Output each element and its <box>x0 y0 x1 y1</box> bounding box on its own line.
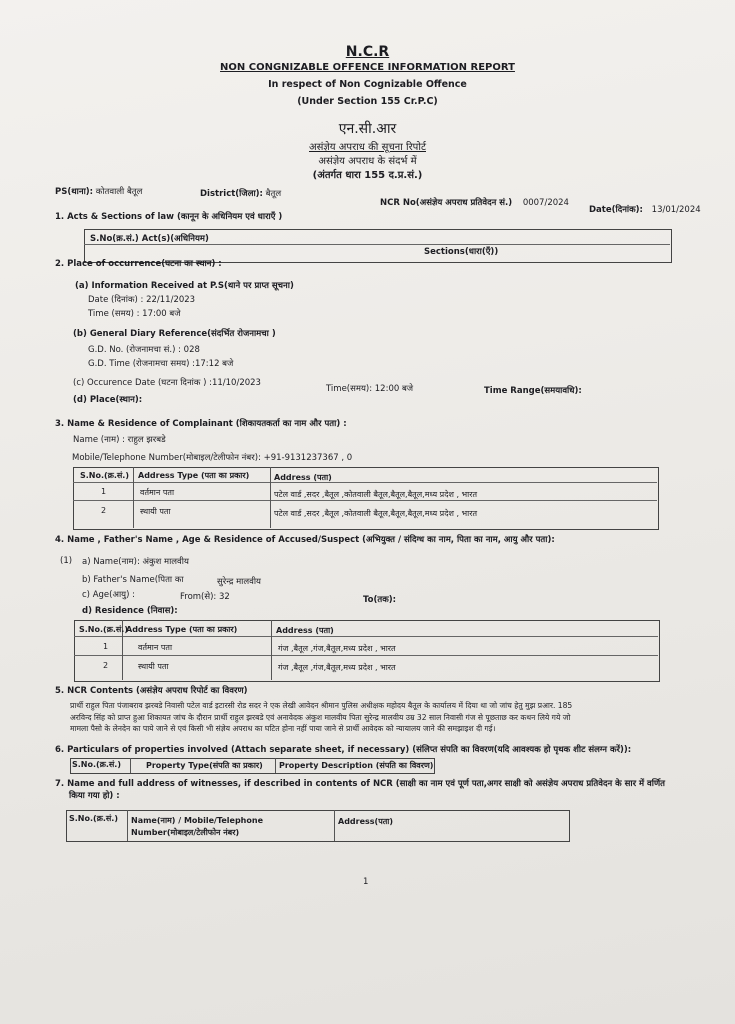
table-cell: पटेल वार्ड ,सदर ,बैतूल ,कोतवाली बैतूल,बैतूल,बैतूल,मध्य प्रदेश , भारत <box>274 509 478 518</box>
accused-father-value: सुरेन्द्र मालवीय <box>217 577 261 587</box>
occurrence-date: (c) Occurence Date (घटना दिनांक ) :11/10/2023 <box>73 378 261 388</box>
doc-subtitle-hindi: असंज्ञेय अपराध की सूचना रिपोर्ट <box>309 142 426 153</box>
date-value: 13/01/2024 <box>651 205 701 215</box>
complainant-mobile: Mobile/Telephone Number(मोबाइल/टेलीफोन नंबर): +91-9131237367 , 0 <box>72 453 353 463</box>
ncr-field <box>380 197 569 208</box>
doc-title: N.C.R <box>345 44 390 60</box>
district-value: बैतूल <box>265 189 282 199</box>
table-cell: पटेल वार्ड ,सदर ,बैतूल ,कोतवाली बैतूल,बैतूल,बैतूल,मध्य प्रदेश , भारत <box>274 490 478 499</box>
accused-age-to: To(तक): <box>363 595 397 605</box>
section-7-heading: 7. Name and full address of witnesses, if described in contents of NCR (साक्षी का नाम एवं पूर्ण पता,अगर साक्षी को असंज्ञेय अपराध प्रतिवेदन के सार में वर्णित <box>55 779 665 789</box>
doc-title-hindi: एन.सी.आर <box>338 121 397 137</box>
table-header: S.No.(क्र.सं.) <box>69 814 118 823</box>
section-6-heading: 6. Particulars of properties involved (Attach separate sheet, if necessary) (संलिप्त संपति का विवरण(यदि आवश्यक हो पृथक शीट संलग्न करें)): <box>55 745 632 755</box>
acts-table-divider <box>84 244 670 245</box>
table-cell: 2 <box>101 506 107 515</box>
table-header: Address (पता) <box>276 626 334 635</box>
doc-section: (Under Section 155 Cr.P.C) <box>297 96 438 107</box>
accused-age-from: From(से): 32 <box>180 592 230 602</box>
accused-father-label: b) Father's Name(पिता का <box>82 575 184 585</box>
table-cell: वर्तमान पता <box>140 488 175 497</box>
info-time: Time (समय) : 17:00 बजे <box>88 309 181 319</box>
section-2-heading: 2. Place of occurrence(घटना का स्थान) : <box>55 259 222 269</box>
table-header: Property Description (संपति का विवरण) <box>279 761 434 770</box>
date-field <box>589 204 701 215</box>
gd-time: G.D. Time (रोजनामचा समय) :17:12 बजे <box>88 359 234 369</box>
accused-number: (1) <box>60 556 73 566</box>
accused-age: c) Age(आयु) : <box>82 590 135 600</box>
district-field <box>200 188 281 199</box>
table-cell: 1 <box>101 487 107 496</box>
table-header: S.No.(क्र.सं.) <box>80 471 129 480</box>
table-cell: 1 <box>103 642 109 651</box>
table-header: S.No.(क्र.सं.) <box>79 625 128 634</box>
table-row-divider <box>73 500 657 501</box>
ps-field <box>55 186 142 197</box>
table-col-divider <box>275 758 276 773</box>
table-cell: गंज ,बैतूल ,गंज,बैतूल,मध्य प्रदेश , भारत <box>278 644 396 653</box>
place-label: (d) Place(स्थान): <box>73 395 143 405</box>
info-received-label: (a) Information Received at P.S(थाने पर प्राप्त सूचना) <box>75 281 294 291</box>
acts-col-act: S.No(क्र.सं.) Act(s)(अधिनियम) <box>90 234 209 244</box>
table-col-divider <box>133 467 134 528</box>
section-1-heading: 1. Acts & Sections of law (कानून के अधिनियम एवं धाराएँ ) <box>55 212 283 222</box>
accused-name: a) Name(नाम): अंकुश मालवीय <box>82 557 189 567</box>
table-col-divider <box>270 467 271 528</box>
gd-reference-label: (b) General Diary Reference(संदर्भित रोजनामचा ) <box>73 329 276 339</box>
section-7-heading-cont: किया गया हो) : <box>69 791 120 801</box>
district-label: District(जिला): <box>200 189 263 199</box>
ps-value: कोतवाली बैतूल <box>95 187 143 197</box>
table-cell: स्थायी पता <box>138 662 169 671</box>
table-header: Number(मोबाइल/टेलीफोन नंबर) <box>131 828 240 837</box>
acts-col-sections: Sections(धारा(एँ)) <box>424 247 499 257</box>
table-header: Address(पता) <box>338 817 394 826</box>
table-row-divider <box>74 636 658 637</box>
complainant-name: Name (नाम) : राहुल झरबडे <box>73 435 166 445</box>
ncr-contents-line: प्रार्थी राहुल पिता पंजाबराव झरबडे निवासी पटेल वार्ड इटारसी रोड सदर ने एक लेखी आवेदन श्रीमान पुलिस अधीक्षक महोदय बैतूल के कार्यालय में दिया था जो जांच हेतु मुझ प्रआर. 185 <box>70 701 573 710</box>
gd-number: G.D. No. (रोजनामचा सं.) : 028 <box>88 345 200 355</box>
doc-section-hindi: (अंतर्गत धारा 155 द.प्र.सं.) <box>312 170 423 181</box>
table-col-divider <box>127 810 128 841</box>
table-header: S.No.(क्र.सं.) <box>72 760 121 769</box>
info-date: Date (दिनांक) : 22/11/2023 <box>88 295 196 305</box>
ncr-contents-line: मामला पैसो के लेनदेन का पाये जाने से एवं किसी भी संज्ञेय अपराध का घटित होना नहीं पाया जाने से प्रार्थी आवेदक को न्यायालय जाने की समझाइश दी गई। <box>70 724 496 733</box>
table-row-divider <box>74 655 658 656</box>
table-cell: 2 <box>103 661 109 670</box>
occurrence-time: Time(समय): 12:00 बजे <box>326 384 414 394</box>
doc-respect-hindi: असंज्ञेय अपराध के संदर्भ में <box>318 156 417 167</box>
date-label: Date(दिनांक): <box>589 205 643 215</box>
occurrence-time-range: Time Range(समयावधि): <box>484 386 582 396</box>
ncr-value: 0007/2024 <box>522 198 569 208</box>
section-5-heading: 5. NCR Contents (असंज्ञेय अपराध रिपोर्ट का विवरण) <box>55 686 248 696</box>
table-cell: वर्तमान पता <box>138 643 173 652</box>
table-header: Address Type (पता का प्रकार) <box>138 471 250 480</box>
table-row-divider <box>73 482 657 483</box>
page-number: 1 <box>363 877 369 887</box>
accused-residence-label: d) Residence (निवास): <box>82 606 178 616</box>
doc-respect: In respect of Non Cognizable Offence <box>268 79 467 90</box>
doc-subtitle: NON CONGNIZABLE OFFENCE INFORMATION REPORT <box>220 62 515 73</box>
table-col-divider <box>271 620 272 680</box>
ncr-contents-text <box>70 700 670 735</box>
table-header: Name(नाम) / Mobile/Telephone <box>131 816 263 825</box>
table-header: Property Type(संपति का प्रकार) <box>146 761 263 770</box>
section-4-heading: 4. Name , Father's Name , Age & Residence of Accused/Suspect (अभियुक्त / संदिग्ध का नाम, पिता का नाम, आयु और पता): <box>55 535 555 545</box>
table-cell: स्थायी पता <box>140 507 171 516</box>
ncr-contents-line: अरविन्द सिंह को प्राप्त हुआ शिकायत जांच के दौरान प्रार्थी राहुल झरबडे एवं अनावेदक अंकुश मालवीय पिता सुरेन्द्र मालवीय उम्र 32 साल निवासी गंज से पूछताछ कर कथन लिये गये जो <box>70 712 571 722</box>
table-header: Address Type (पता का प्रकार) <box>126 625 238 634</box>
table-cell: गंज ,बैतूल ,गंज,बैतूल,मध्य प्रदेश , भारत <box>278 663 396 672</box>
ncr-label: NCR No(असंज्ञेय अपराध प्रतिवेदन सं.) <box>380 198 513 208</box>
table-col-divider <box>130 758 131 773</box>
ps-label: PS(थाना): <box>55 187 94 197</box>
table-col-divider <box>334 810 335 841</box>
table-header: Address (पता) <box>274 473 332 482</box>
section-3-heading: 3. Name & Residence of Complainant (शिकायतकर्ता का नाम और पता) : <box>55 419 347 429</box>
